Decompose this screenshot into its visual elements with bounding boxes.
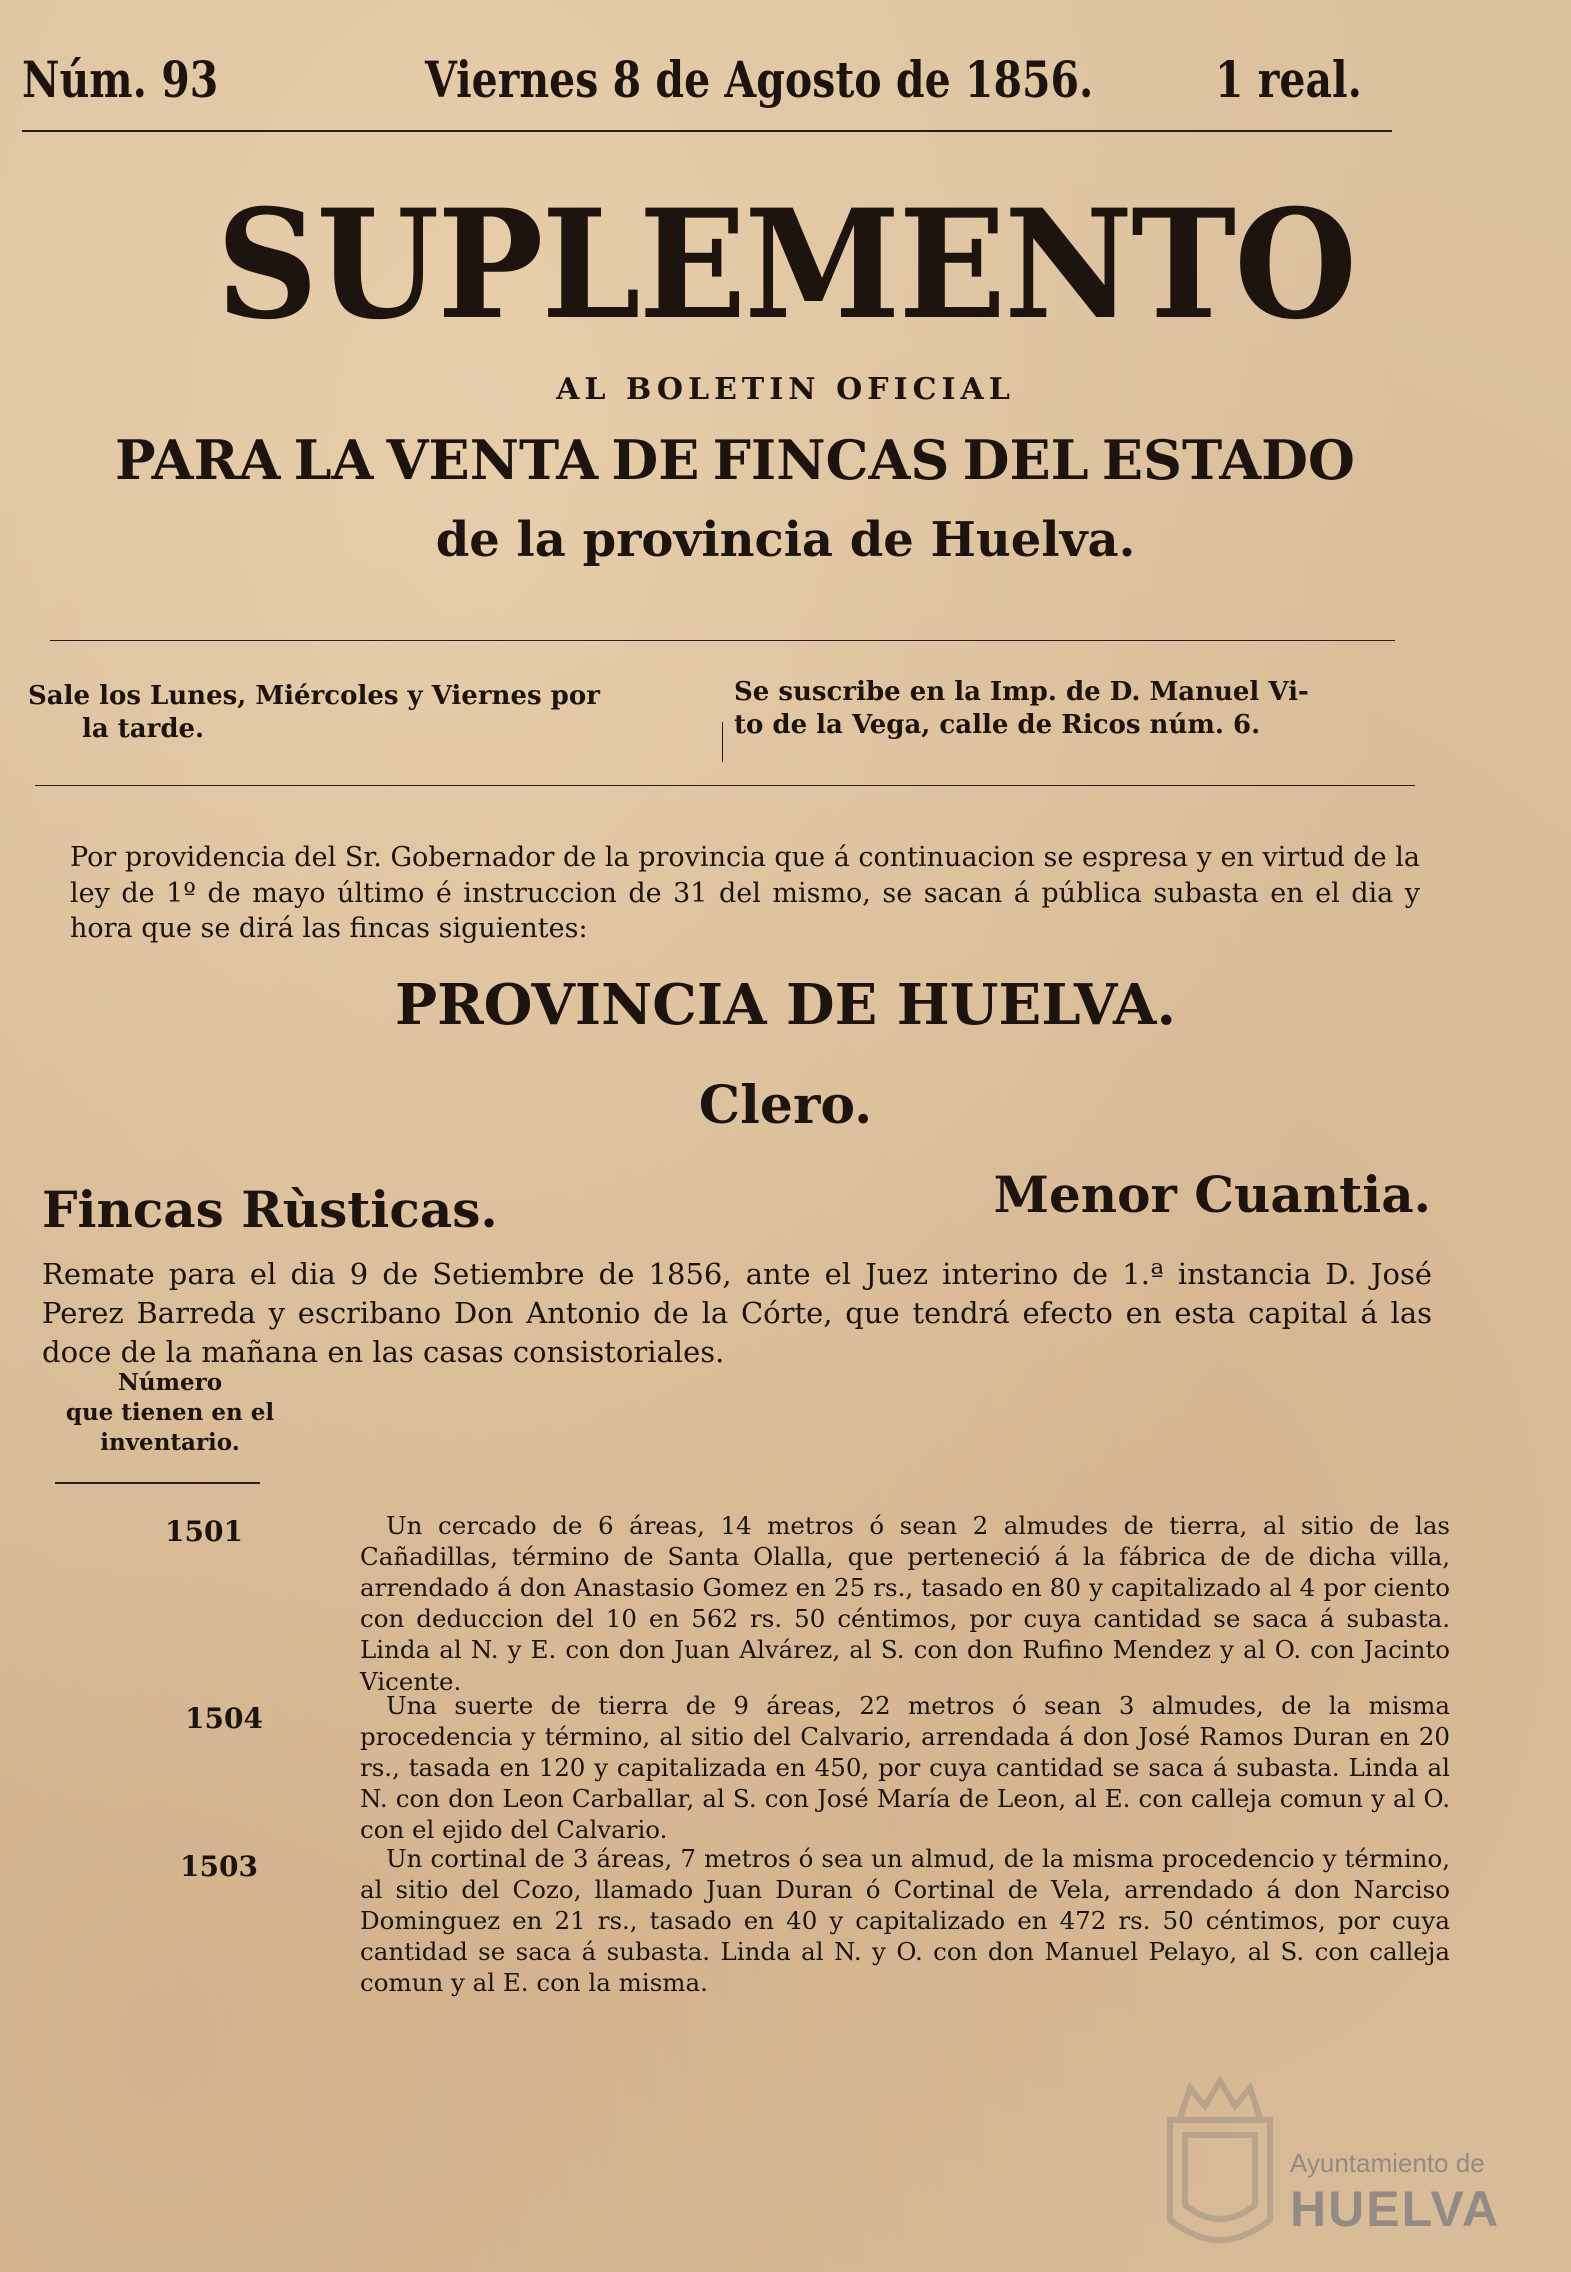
section-menor-cuantia: Menor Cuantia.	[993, 1165, 1431, 1224]
issue-price: 1 real.	[1215, 50, 1362, 109]
entry-number: 1503	[180, 1850, 258, 1883]
schedule-line: la tarde.	[82, 713, 205, 744]
intro-paragraph: Por providencia del Sr. Gobernador de la provincia que á continuacion se espresa y en virtud de la ley de 1º de mayo último é instruccion de 31 del mismo, se sacan á pública subasta en el dia y hora que se dirá las fincas siguientes:	[70, 842, 1420, 945]
heading-line: Número	[117, 1369, 223, 1396]
sub2-word: VENTA	[386, 428, 599, 492]
sub2-word: LA	[293, 428, 374, 492]
auction-notice: Remate para el dia 9 de Setiembre de 1856, ante el Juez interino de 1.ª instancia D. José Perez Barreda y escribano Don Antonio de la Córte, que tendrá efecto en esta capital á las doce de la mañana en las casas consistoriales.	[42, 1257, 1432, 1370]
schedule-line: Sale los Lunes, Miércoles y Viernes por	[28, 681, 600, 711]
masthead-title	[0, 177, 1571, 353]
inventory-heading-rule	[55, 1482, 260, 1484]
header-rule	[22, 130, 1392, 132]
heading-line: inventario.	[100, 1428, 240, 1456]
sub2-word: FINCAS	[712, 428, 950, 492]
sub2-word: DE	[611, 428, 700, 492]
masthead-subtitle-provincia: de la provincia de Huelva.	[435, 512, 1136, 568]
column-divider	[722, 722, 723, 762]
entry-text: Una suerte de tierra de 9 áreas, 22 metros ó sean 3 almudes, de la misma procedencia y término, al sitio del Calvario, arrendada á don José Ramos Duran en 20 rs., tasada en 120 y capitalizada en 450, por cuya cantidad se saca á subasta. Linda al N. con don Leon Carballar, al S. con José María de Leon, al E. con calleja comun y al O. con el ejido del Calvario.	[360, 1691, 1450, 1845]
info-rule	[35, 785, 1415, 786]
subscription-info	[734, 676, 1434, 741]
masthead-rule	[50, 640, 1395, 641]
section-fincas-rusticas: Fincas Rùsticas.	[42, 1180, 498, 1239]
sub2-word: PARA	[115, 428, 281, 492]
entry-number: 1504	[185, 1702, 263, 1735]
subscription-line: Se suscribe en la Imp. de D. Manuel Vi-	[734, 677, 1309, 707]
entry-number: 1501	[165, 1515, 243, 1548]
publication-schedule	[28, 680, 708, 745]
entry-text: Un cercado de 6 áreas, 14 metros ó sean 2 almudes de tierra, al sitio de las Cañadillas, término de Santa Olalla, que perteneció á la fábrica de de dicha villa, arrendado á don Anastasio Gomez en 25 rs., tasado en 80 y capitalizado al 4 por ciento con deduccion del 10 en 562 rs. 50 céntimos, por cuya cantidad se saca á subasta. Linda al N. y E. con don Juan Alvárez, al S. con don Rufino Mendez y al O. con Jacinto Vicente.	[360, 1511, 1450, 1696]
masthead-title-text: SUPLEMENTO	[216, 177, 1355, 353]
section-clero: Clero.	[698, 1075, 873, 1136]
entry-text: Un cortinal de 3 áreas, 7 metros ó sea un almud, de la misma procedencio y término, al sitio del Cozo, llamado Juan Duran ó Cortinal de Vela, arrendado á don Narciso Dominguez en 21 rs., tasado en 40 y capitalizado en 472 rs. 50 céntimos, por cuya cantidad se saca á subasta. Linda al N. y O. con don Manuel Pelayo, al S. con calleja comun y al E. con la misma.	[360, 1844, 1450, 1998]
sub2-word: DEL	[962, 428, 1089, 492]
section-provincia: PROVINCIA DE HUELVA.	[395, 972, 1176, 1038]
watermark-line2: HUELVA	[1290, 2181, 1501, 2237]
masthead-subtitle-venta	[115, 428, 1355, 492]
issue-date: Viernes 8 de Agosto de 1856.	[425, 50, 1094, 109]
inventory-number-heading	[55, 1368, 285, 1458]
heading-line: que tienen en el	[65, 1398, 275, 1426]
watermark-line1: Ayuntamiento de	[1290, 2148, 1485, 2178]
subscription-line: to de la Vega, calle de Ricos núm. 6.	[734, 709, 1261, 740]
issue-number: Núm. 93	[22, 50, 219, 109]
sub2-word: ESTADO	[1101, 428, 1355, 492]
masthead-subtitle-boletin: AL BOLETIN OFICIAL	[556, 372, 1015, 407]
